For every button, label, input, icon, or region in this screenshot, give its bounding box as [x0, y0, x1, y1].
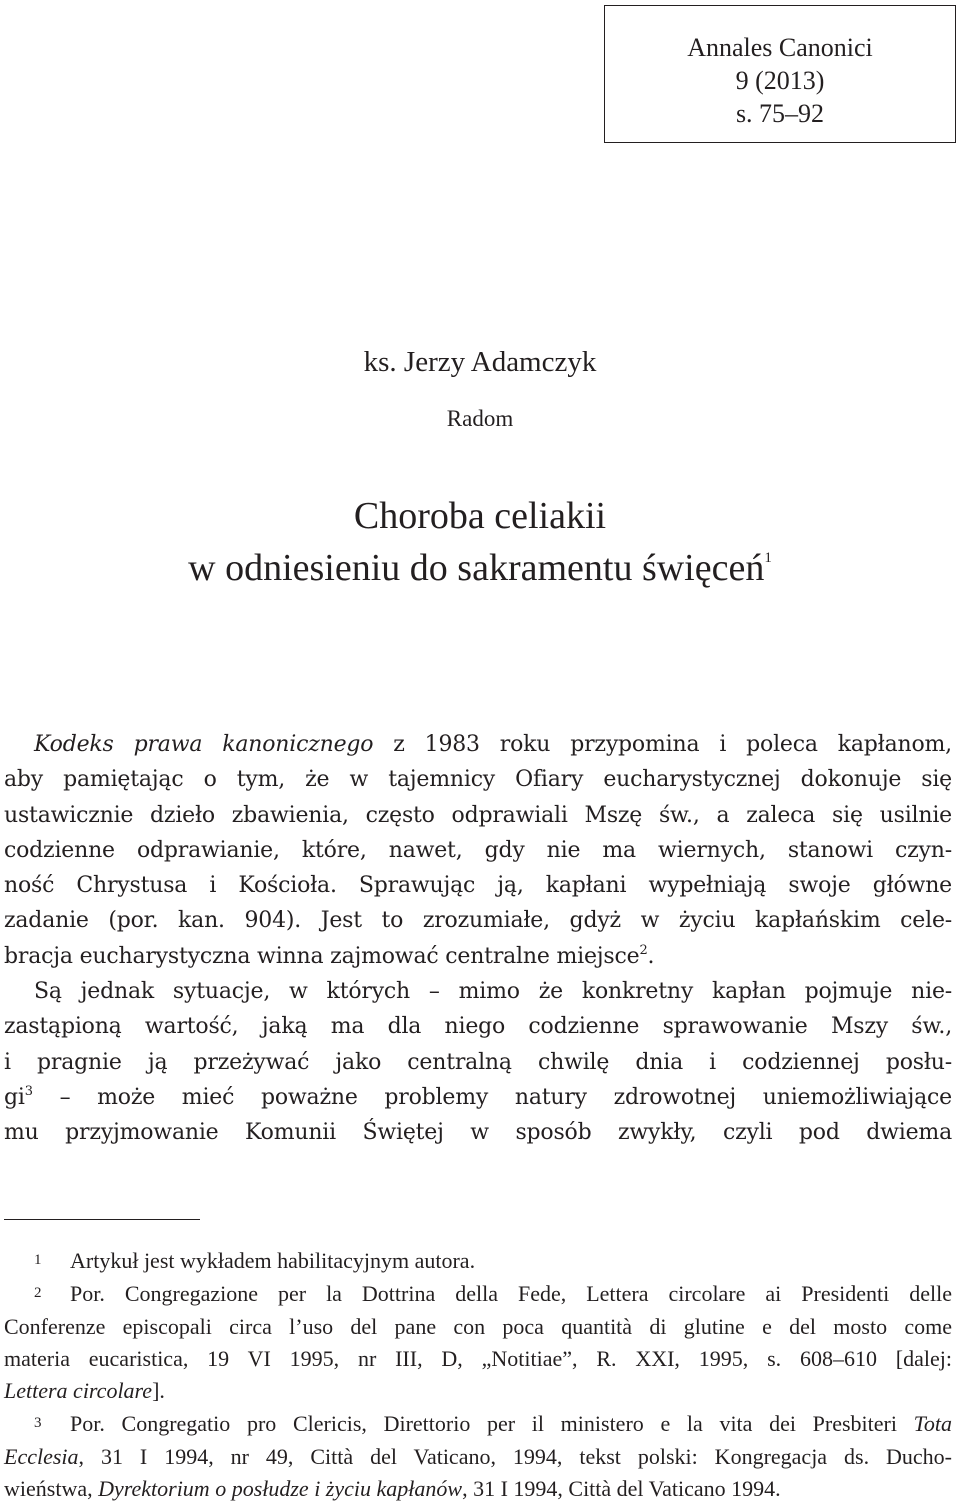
paragraph-line: bracja eucharystyczna winna zajmować centralne miejsce$^2$.: [4, 942, 655, 969]
title-footnote-ref[interactable]: 1: [764, 550, 772, 566]
paragraph-line: ność Chrystusa i Kościoła. Sprawując ją, kapłani wypełniają swoje główne: [4, 873, 952, 899]
paragraph-line: $gi^3$ – może mieć poważne problemy natury zdrowotnej uniemożliwiające: [4, 1083, 952, 1110]
journal-info-box: [604, 5, 956, 143]
title-line-2: [0, 542, 960, 594]
paragraph-line: i pragnie ją przeżywać jako centralną chwilę dnia i codziennej posłu-: [4, 1049, 952, 1075]
footnote-ref-3[interactable]: 3: [24, 1083, 33, 1099]
italic-title: Ecclesia: [4, 1443, 79, 1469]
footnote-line: 1 Artykuł jest wykładem habilitacyjnym autora.: [4, 1244, 952, 1277]
title-line-1: Choroba celiakii: [353, 495, 607, 537]
code-title-italic: Kodeks prawa kanonicznego: [34, 732, 374, 757]
paragraph-line: zastąpioną wartość, jaką ma dla niego codzienne sprawowanie Mszy św.,: [4, 1014, 952, 1040]
article-title: [0, 490, 960, 594]
italic-title: Dyrektorium o posłudze i życiu kapłanów: [98, 1476, 463, 1502]
footnote-line: Conferenze episcopali circa l’uso del pane con poca quantità di glutine e del mosto come: [4, 1313, 952, 1339]
paragraph-line: mu przyjmowanie Komunii Świętej w sposób zwykły, czyli pod dwiema: [4, 1120, 952, 1146]
article-body: [4, 727, 952, 1151]
paragraph-line: Są jednak sytuacje, w których – mimo że konkretny kapłan pojmuje nie-: [34, 979, 952, 1005]
paragraph-line: zadanie (por. kan. 904). Jest to zrozumiałe, gdyż w życiu kapłańskim cele-: [4, 908, 952, 934]
paragraph-line: ustawicznie dzieło zbawienia, często odprawiali Mszę św., a zaleca się usilnie: [4, 802, 952, 828]
paragraph-2: [4, 974, 952, 1150]
author-name: ks. Jerzy Adamczyk: [363, 346, 597, 378]
italic-title: Lettera circolare: [4, 1378, 153, 1404]
footnote-line: 2 Por. Congregazione per la Dottrina della Fede, Lettera circolare ai Presidenti delle: [4, 1277, 952, 1310]
footnotes-section: [4, 1244, 952, 1505]
journal-volume: 9 (2013): [735, 66, 825, 95]
footnote-line: 3 Por. Congregatio pro Clericis, Direttorio per il ministero e la vita dei Presbiteri Tota: [4, 1407, 952, 1440]
footnote-1: [4, 1244, 952, 1277]
footnote-number: 2: [34, 1285, 42, 1302]
italic-title: Tota: [913, 1411, 952, 1437]
footnote-line: Lettera circolare].: [4, 1378, 165, 1404]
journal-pages: s. 75–92: [735, 99, 825, 128]
footnote-line: Ecclesia, 31 I 1994, nr 49, Città del Vaticano, 1994, tekst polski: Kongregacja ds. Ducho-: [4, 1443, 952, 1469]
journal-name: Annales Canonici: [687, 33, 873, 62]
paragraph-1: [4, 727, 952, 974]
footnote-3: [4, 1407, 952, 1505]
footnote-divider: [4, 1219, 200, 1220]
paragraph-line: codzienne odprawianie, które, nawet, gdy nie ma wiernych, stanowi czyn-: [4, 837, 952, 863]
footnote-line: wieństwa, Dyrektorium o posłudze i życiu kapłanów, 31 I 1994, Città del Vaticano 1994.: [4, 1476, 781, 1502]
footnote-number: 1: [34, 1252, 42, 1268]
paragraph-line: aby pamiętając o tym, że w tajemnicy Ofiary eucharystycznej dokonuje się: [4, 767, 952, 793]
footnote-ref-2[interactable]: 2: [639, 942, 648, 958]
footnote-2: [4, 1277, 952, 1407]
paragraph-line: Kodeks prawa kanonicznego z 1983 roku przypomina i poleca kapłanom,: [34, 732, 952, 757]
author-affiliation: Radom: [446, 406, 514, 431]
footnote-number: 3: [34, 1415, 42, 1432]
footnote-line: materia eucaristica, 19 VI 1995, nr III, D, „Notitiae”, R. XXI, 1995, s. 608–610 [dalej:: [4, 1345, 952, 1371]
title-line-2-text: w odniesieniu do sakramentu święceń: [188, 547, 765, 589]
